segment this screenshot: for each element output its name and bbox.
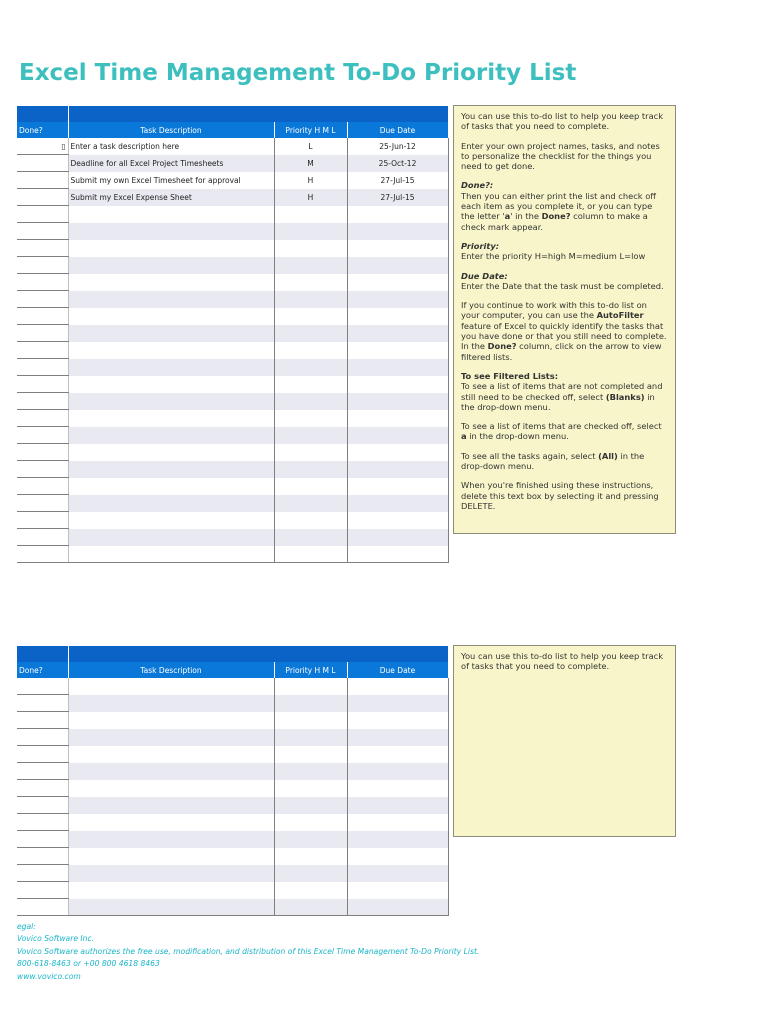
note-autofilter-text-3: column, click on the arrow to view filtered lists. xyxy=(461,341,662,362)
done-cell[interactable] xyxy=(17,393,68,410)
done-cell[interactable] xyxy=(17,359,68,376)
priority-cell[interactable] xyxy=(274,410,347,427)
note-intro: You can use this to-do list to help you keep track of tasks that you need to complete. xyxy=(461,111,664,132)
done-cell[interactable] xyxy=(17,695,68,712)
note-autofilter-bold: AutoFilter xyxy=(596,310,644,321)
priority-cell[interactable] xyxy=(274,359,347,376)
due-date-cell[interactable] xyxy=(347,529,448,546)
done-cell[interactable] xyxy=(17,342,68,359)
table-row xyxy=(17,512,448,529)
note-due-text: Enter the Date that the task must be completed. xyxy=(461,280,664,291)
legal-website[interactable]: www.vovico.com xyxy=(17,971,81,981)
done-cell[interactable] xyxy=(17,308,68,325)
table-row xyxy=(17,155,448,172)
note-due-section xyxy=(461,271,668,292)
table-row xyxy=(17,848,448,865)
task-cell[interactable] xyxy=(68,291,274,308)
due-date-cell[interactable] xyxy=(347,814,448,831)
task-cell[interactable] xyxy=(68,546,274,563)
done-cell[interactable] xyxy=(17,223,68,240)
task-cell[interactable] xyxy=(68,478,274,495)
priority-cell[interactable] xyxy=(274,240,347,257)
note-done-heading: Done?: xyxy=(461,180,494,191)
task-cell[interactable] xyxy=(68,848,274,865)
header2-due-date[interactable]: Due Date xyxy=(347,662,448,678)
table-row xyxy=(17,746,448,763)
note-filtered-heading: To see Filtered Lists: xyxy=(461,370,559,381)
task-cell[interactable] xyxy=(68,512,274,529)
table-row xyxy=(17,427,448,444)
done-cell[interactable] xyxy=(17,291,68,308)
priority-cell[interactable] xyxy=(274,495,347,512)
table-row xyxy=(17,240,448,257)
task-cell[interactable] xyxy=(68,529,274,546)
priority-cell[interactable] xyxy=(274,461,347,478)
done-cell[interactable] xyxy=(17,444,68,461)
due-date-cell[interactable] xyxy=(347,882,448,899)
note-priority-section xyxy=(461,241,668,262)
table-title-bar xyxy=(17,106,448,122)
due-date-cell[interactable] xyxy=(347,359,448,376)
task-cell[interactable] xyxy=(68,427,274,444)
done-cell[interactable] xyxy=(17,763,68,780)
note-checked-section xyxy=(461,421,668,442)
task-cell[interactable] xyxy=(68,712,274,729)
done-cell[interactable] xyxy=(17,865,68,882)
task-cell[interactable] xyxy=(68,495,274,512)
done-cell[interactable] xyxy=(17,546,68,563)
note-checked-text: To see a list of items that are checked off, select xyxy=(461,421,662,432)
priority-cell[interactable] xyxy=(274,257,347,274)
task-cell[interactable] xyxy=(68,746,274,763)
due-date-cell[interactable] xyxy=(347,763,448,780)
note-priority-heading: Priority: xyxy=(461,240,500,251)
note-done-text-2: ' in the xyxy=(510,211,542,222)
task-cell[interactable]: Submit my Excel Expense Sheet xyxy=(68,189,274,206)
note-done-letter: a xyxy=(504,211,511,222)
due-date-cell[interactable] xyxy=(347,899,448,916)
table-row xyxy=(17,529,448,546)
legal-footer xyxy=(17,921,479,983)
table-row xyxy=(17,763,448,780)
done-cell[interactable] xyxy=(17,712,68,729)
due-date-cell[interactable] xyxy=(347,342,448,359)
task-cell[interactable] xyxy=(68,797,274,814)
note-all-text-2: in the drop-down menu. xyxy=(461,450,645,472)
due-date-cell[interactable] xyxy=(347,410,448,427)
priority-cell[interactable] xyxy=(274,695,347,712)
due-date-cell[interactable] xyxy=(347,546,448,563)
priority-cell[interactable] xyxy=(274,848,347,865)
priority-cell[interactable] xyxy=(274,814,347,831)
header2-done[interactable]: Done? xyxy=(17,662,68,678)
legal-company: Vovico Software Inc. xyxy=(17,934,95,944)
done-cell[interactable] xyxy=(17,899,68,916)
note-all-bold: (All) xyxy=(598,450,618,461)
due-date-cell[interactable] xyxy=(347,291,448,308)
done-cell[interactable] xyxy=(17,478,68,495)
priority-cell[interactable] xyxy=(274,899,347,916)
table-row xyxy=(17,410,448,427)
due-date-cell[interactable] xyxy=(347,831,448,848)
due-date-cell[interactable] xyxy=(347,308,448,325)
task-cell[interactable] xyxy=(68,780,274,797)
table-row xyxy=(17,797,448,814)
table-row xyxy=(17,495,448,512)
done-cell[interactable] xyxy=(17,529,68,546)
table-row xyxy=(17,359,448,376)
priority-cell[interactable] xyxy=(274,529,347,546)
due-date-cell[interactable]: 25-Oct-12 xyxy=(347,155,448,172)
due-date-cell[interactable] xyxy=(347,376,448,393)
priority-cell[interactable] xyxy=(274,546,347,563)
note-filtered-section xyxy=(461,371,668,412)
legal-phone: 800-618-8463 or +00 800 4618 8463 xyxy=(17,959,160,969)
done-cell[interactable] xyxy=(17,410,68,427)
note-done-text-3: column to make a check mark appear. xyxy=(461,211,648,232)
done-cell[interactable] xyxy=(17,797,68,814)
due-date-cell[interactable] xyxy=(347,695,448,712)
table2-title-bar xyxy=(17,646,448,662)
table-header-row xyxy=(17,122,448,138)
due-date-cell[interactable]: 27-Jul-15 xyxy=(347,189,448,206)
task-cell[interactable] xyxy=(68,899,274,916)
priority-cell[interactable] xyxy=(274,291,347,308)
task-cell[interactable] xyxy=(68,865,274,882)
note-checked-a: a xyxy=(461,431,467,442)
task-cell[interactable] xyxy=(68,678,274,695)
instructions-note-2[interactable] xyxy=(453,645,676,837)
done-cell[interactable] xyxy=(17,831,68,848)
priority-cell[interactable]: H xyxy=(274,172,347,189)
due-date-cell[interactable]: 27-Jul-15 xyxy=(347,172,448,189)
priority-cell[interactable] xyxy=(274,478,347,495)
legal-heading: egal: xyxy=(17,922,36,931)
header2-priority[interactable]: Priority H M L xyxy=(274,662,347,678)
due-date-cell[interactable] xyxy=(347,478,448,495)
note-personalize: Enter your own project names, tasks, and notes to personalize the checklist for the things you need to get done. xyxy=(461,140,660,172)
table-row xyxy=(17,678,448,695)
priority-cell[interactable] xyxy=(274,763,347,780)
task-cell[interactable]: Deadline for all Excel Project Timesheets xyxy=(68,155,274,172)
priority-cell[interactable] xyxy=(274,712,347,729)
task-cell[interactable] xyxy=(68,274,274,291)
priority-cell[interactable]: L xyxy=(274,138,347,155)
task-cell[interactable] xyxy=(68,814,274,831)
note-finish: When you're finished using these instructions, delete this text box by selecting it and pressing DELETE. xyxy=(461,480,659,511)
table-row xyxy=(17,342,448,359)
task-cell[interactable] xyxy=(68,308,274,325)
priority-cell[interactable] xyxy=(274,444,347,461)
priority-cell[interactable] xyxy=(274,512,347,529)
instructions-note[interactable] xyxy=(453,105,676,534)
table-row xyxy=(17,172,448,189)
due-date-cell[interactable] xyxy=(347,678,448,695)
task-cell[interactable] xyxy=(68,376,274,393)
table-row xyxy=(17,546,448,563)
table-row xyxy=(17,712,448,729)
task-cell[interactable] xyxy=(68,729,274,746)
note-autofilter-col: Done? xyxy=(487,341,517,352)
task-cell[interactable] xyxy=(68,461,274,478)
table-row xyxy=(17,325,448,342)
task-cell[interactable] xyxy=(68,831,274,848)
page-title: Excel Time Management To-Do Priority List xyxy=(19,60,577,86)
header-task-description[interactable]: Task Description xyxy=(68,122,274,138)
task-cell[interactable]: Submit my own Excel Timesheet for approval xyxy=(68,172,274,189)
due-date-cell[interactable] xyxy=(347,797,448,814)
table-row xyxy=(17,814,448,831)
note-checked-text-2: in the drop-down menu. xyxy=(466,431,569,442)
done-cell[interactable]: ▯ xyxy=(17,138,68,155)
priority-cell[interactable] xyxy=(274,427,347,444)
task-cell[interactable] xyxy=(68,695,274,712)
header-priority[interactable]: Priority H M L xyxy=(274,122,347,138)
due-date-cell[interactable] xyxy=(347,746,448,763)
due-date-cell[interactable] xyxy=(347,495,448,512)
task-cell[interactable] xyxy=(68,342,274,359)
done-cell[interactable] xyxy=(17,495,68,512)
due-date-cell[interactable] xyxy=(347,729,448,746)
task-cell[interactable]: Enter a task description here xyxy=(68,138,274,155)
priority-cell[interactable] xyxy=(274,206,347,223)
done-cell[interactable] xyxy=(17,848,68,865)
table-row xyxy=(17,206,448,223)
table-row xyxy=(17,695,448,712)
task-cell[interactable] xyxy=(68,223,274,240)
header-due-date[interactable]: Due Date xyxy=(347,122,448,138)
priority-cell[interactable] xyxy=(274,223,347,240)
table-row xyxy=(17,376,448,393)
priority-cell[interactable] xyxy=(274,393,347,410)
due-date-cell[interactable] xyxy=(347,274,448,291)
due-date-cell[interactable] xyxy=(347,257,448,274)
priority-cell[interactable] xyxy=(274,342,347,359)
priority-cell[interactable] xyxy=(274,274,347,291)
due-date-cell[interactable] xyxy=(347,240,448,257)
task-cell[interactable] xyxy=(68,325,274,342)
note-filtered-blanks: (Blanks) xyxy=(605,391,645,402)
table-row xyxy=(17,189,448,206)
priority-cell[interactable] xyxy=(274,882,347,899)
due-date-cell[interactable] xyxy=(347,444,448,461)
note-all-section xyxy=(461,451,668,472)
header-done[interactable]: Done? xyxy=(17,122,68,138)
done-cell[interactable] xyxy=(17,240,68,257)
note-all-text: To see all the tasks again, select xyxy=(461,450,599,461)
done-cell[interactable] xyxy=(17,461,68,478)
note-filtered-text: To see a list of items that are not completed and still need to be checked off, select xyxy=(461,381,663,402)
done-cell[interactable] xyxy=(17,780,68,797)
priority-cell[interactable] xyxy=(274,678,347,695)
note2-intro: You can use this to-do list to help you keep track of tasks that you need to complete. xyxy=(461,651,664,672)
done-cell[interactable] xyxy=(17,376,68,393)
task-cell[interactable] xyxy=(68,393,274,410)
priority-cell[interactable]: H xyxy=(274,189,347,206)
task-cell[interactable] xyxy=(68,257,274,274)
priority-cell[interactable] xyxy=(274,865,347,882)
due-date-cell[interactable] xyxy=(347,223,448,240)
done-cell[interactable] xyxy=(17,729,68,746)
done-cell[interactable] xyxy=(17,206,68,223)
done-cell[interactable] xyxy=(17,678,68,695)
due-date-cell[interactable] xyxy=(347,206,448,223)
done-cell[interactable] xyxy=(17,274,68,291)
done-cell[interactable] xyxy=(17,325,68,342)
todo-table-2 xyxy=(17,646,449,916)
task-cell[interactable] xyxy=(68,240,274,257)
priority-cell[interactable]: M xyxy=(274,155,347,172)
note-priority-text: Enter the priority H=high M=medium L=low xyxy=(461,251,646,262)
priority-cell[interactable] xyxy=(274,797,347,814)
note-autofilter-text-2: feature of Excel to quickly identify the tasks that you have done or that you still need to complete. In the xyxy=(461,320,667,352)
due-date-cell[interactable] xyxy=(347,512,448,529)
todo-table xyxy=(17,106,449,563)
table-row xyxy=(17,138,448,155)
task-cell[interactable] xyxy=(68,882,274,899)
due-date-cell[interactable]: 25-Jun-12 xyxy=(347,138,448,155)
table-row xyxy=(17,899,448,916)
table-row xyxy=(17,308,448,325)
table-row xyxy=(17,393,448,410)
note-due-heading: Due Date: xyxy=(461,270,508,281)
note-autofilter-section xyxy=(461,300,668,362)
due-date-cell[interactable] xyxy=(347,780,448,797)
done-cell[interactable] xyxy=(17,512,68,529)
note-done-col: Done? xyxy=(541,211,571,222)
task-cell[interactable] xyxy=(68,763,274,780)
priority-cell[interactable] xyxy=(274,325,347,342)
done-cell[interactable] xyxy=(17,189,68,206)
table-row xyxy=(17,291,448,308)
table-row xyxy=(17,274,448,291)
table-row xyxy=(17,831,448,848)
priority-cell[interactable] xyxy=(274,308,347,325)
done-cell[interactable] xyxy=(17,172,68,189)
table-row xyxy=(17,882,448,899)
due-date-cell[interactable] xyxy=(347,712,448,729)
table-row xyxy=(17,223,448,240)
table2-header-row xyxy=(17,662,448,678)
due-date-cell[interactable] xyxy=(347,865,448,882)
note-autofilter-text: If you continue to work with this to-do list on your computer, you can use the xyxy=(461,300,647,321)
priority-cell[interactable] xyxy=(274,831,347,848)
table-row xyxy=(17,478,448,495)
table-row xyxy=(17,780,448,797)
task-cell[interactable] xyxy=(68,444,274,461)
done-cell[interactable] xyxy=(17,257,68,274)
done-cell[interactable] xyxy=(17,155,68,172)
note-done-text: Then you can either print the list and check off each item as you complete it, or you can type the letter ' xyxy=(461,190,657,222)
priority-cell[interactable] xyxy=(274,780,347,797)
note-done-section xyxy=(461,180,668,231)
done-cell[interactable] xyxy=(17,814,68,831)
priority-cell[interactable] xyxy=(274,746,347,763)
note-filtered-text-2: in the drop-down menu. xyxy=(461,391,655,412)
due-date-cell[interactable] xyxy=(347,848,448,865)
due-date-cell[interactable] xyxy=(347,325,448,342)
header2-task-description[interactable]: Task Description xyxy=(68,662,274,678)
priority-cell[interactable] xyxy=(274,729,347,746)
task-cell[interactable] xyxy=(68,410,274,427)
table-row xyxy=(17,444,448,461)
due-date-cell[interactable] xyxy=(347,461,448,478)
priority-cell[interactable] xyxy=(274,376,347,393)
table-row xyxy=(17,865,448,882)
done-cell[interactable] xyxy=(17,882,68,899)
done-cell[interactable] xyxy=(17,746,68,763)
legal-license: Vovico Software authorizes the free use, modification, and distribution of this Excel Time Management To-Do Priority List. xyxy=(17,946,480,956)
due-date-cell[interactable] xyxy=(347,427,448,444)
task-cell[interactable] xyxy=(68,206,274,223)
table-row xyxy=(17,461,448,478)
table-row xyxy=(17,729,448,746)
done-cell[interactable] xyxy=(17,427,68,444)
table-row xyxy=(17,257,448,274)
due-date-cell[interactable] xyxy=(347,393,448,410)
task-cell[interactable] xyxy=(68,359,274,376)
